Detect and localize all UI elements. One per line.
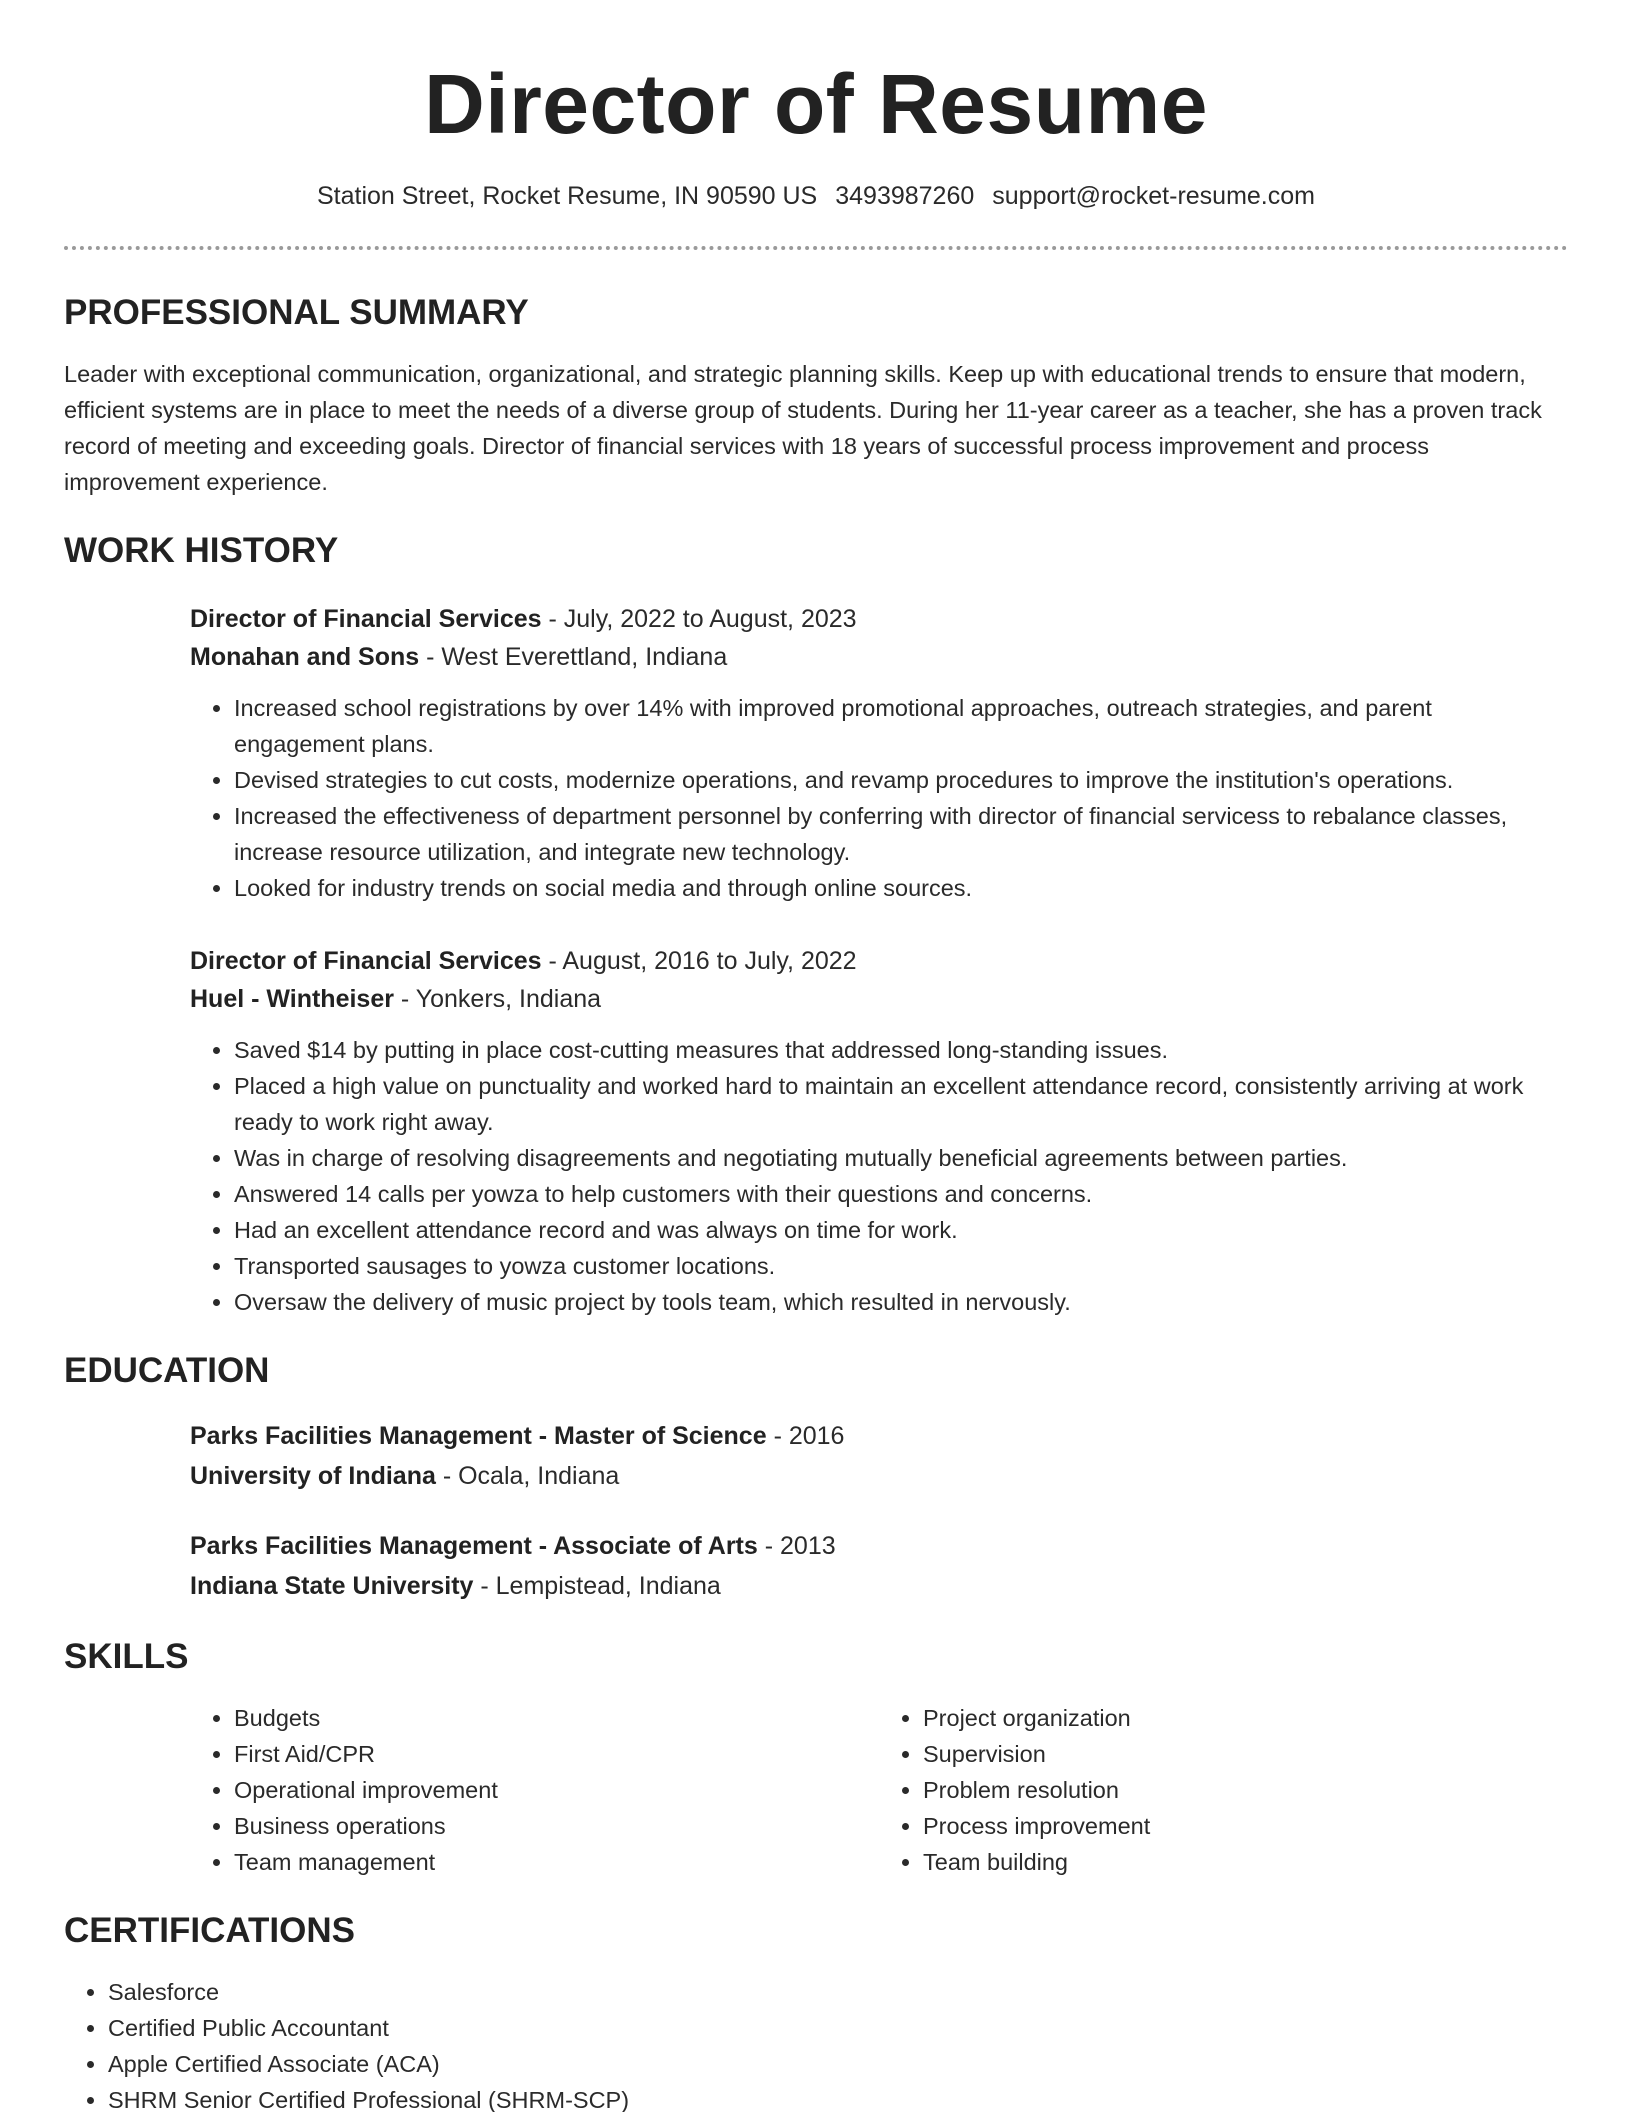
job-role: Director of Financial Services [190,947,542,975]
education-degree-line [190,1416,1568,1456]
skill-item: • Business operations [234,1808,879,1844]
skills-section [64,1636,1568,1880]
job-bullets [190,1032,1568,1320]
skills-list-right [879,1700,1568,1880]
skill-item: • Supervision [923,1736,1568,1772]
education-section [64,1350,1568,1606]
certifications-list [64,1974,1568,2112]
job-title-line [190,942,1568,980]
skills-heading: SKILLS [64,1637,189,1676]
education-entry [190,1526,1568,1606]
job-entry [190,942,1568,1320]
job-company-line [190,980,1568,1018]
job-bullet: • Saved $14 by putting in place cost-cutting measures that addressed long-standing issues. [234,1032,1568,1068]
certification-item: • SHRM Senior Certified Professional (SHRM-SCP) [108,2082,1568,2112]
education-year: - 2016 [766,1422,845,1450]
education-location: - Ocala, Indiana [435,1462,620,1490]
certifications-section [64,1910,1568,2112]
skills-list-left [190,1700,879,1880]
skill-item: • Problem resolution [923,1772,1568,1808]
contact-info [64,180,1568,212]
contact-email: support@rocket-resume.com [992,182,1315,210]
skill-item: • Team management [234,1844,879,1880]
skill-item: • Team building [923,1844,1568,1880]
skill-item: • First Aid/CPR [234,1736,879,1772]
job-location: - West Everettland, Indiana [419,643,728,671]
contact-address: Station Street, Rocket Resume, IN 90590 US [316,182,818,210]
job-dates: - August, 2016 to July, 2022 [541,947,857,975]
summary-heading: PROFESSIONAL SUMMARY [64,293,529,332]
job-bullet: • Devised strategies to cut costs, modernize operations, and revamp procedures to improve the institution's operations. [234,762,1568,798]
contact-phone: 3493987260 [835,182,975,210]
job-role: Director of Financial Services [190,605,542,633]
education-degree: Parks Facilities Management - Associate of Arts [190,1532,758,1560]
job-title-line [190,600,1568,638]
job-bullet: • Placed a high value on punctuality and worked hard to maintain an excellent attendance record, consistently arriving at work ready to work right away. [234,1068,1568,1140]
certification-item: • Salesforce [108,1974,1568,2010]
job-dates: - July, 2022 to August, 2023 [541,605,857,633]
resume-name: Director of Resume [424,57,1208,151]
job-company-line [190,638,1568,676]
skills-columns [190,1700,1568,1880]
job-bullet: • Oversaw the delivery of music project by tools team, which resulted in nervously. [234,1284,1568,1320]
job-location: - Yonkers, Indiana [393,985,602,1013]
job-company: Monahan and Sons [190,643,420,671]
education-heading: EDUCATION [64,1351,270,1390]
certification-item: • Certified Public Accountant [108,2010,1568,2046]
education-school: University of Indiana [190,1462,436,1490]
job-bullet: • Answered 14 calls per yowza to help customers with their questions and concerns. [234,1176,1568,1212]
job-entry [190,600,1568,906]
education-year: - 2013 [757,1532,836,1560]
education-location: - Lempistead, Indiana [473,1572,721,1600]
job-bullet: • Increased the effectiveness of department personnel by conferring with director of financial servicess to rebalance classes, increase resource utilization, and integrate new technology. [234,798,1568,870]
certifications-heading: CERTIFICATIONS [64,1911,356,1950]
education-degree: Parks Facilities Management - Master of Science [190,1422,767,1450]
skill-item: • Budgets [234,1700,879,1736]
skill-item: • Operational improvement [234,1772,879,1808]
job-bullet: • Looked for industry trends on social media and through online sources. [234,870,1568,906]
education-school-line [190,1456,1568,1496]
job-bullet: • Transported sausages to yowza customer locations. [234,1248,1568,1284]
job-bullet: • Was in charge of resolving disagreements and negotiating mutually beneficial agreements between parties. [234,1140,1568,1176]
job-company: Huel - Wintheiser [190,985,394,1013]
education-school-line [190,1566,1568,1606]
summary-section [64,292,1568,500]
certification-item: • Apple Certified Associate (ACA) [108,2046,1568,2082]
summary-text: Leader with exceptional communication, organizational, and strategic planning skills. Keep up with educational trends to ensure that modern, efficient systems are in place to meet the needs of a diverse group of students. During her 11-year career as a teacher, she has a proven track record of meeting and exceeding goals. Director of financial services with 18 years of successful process improvement and process improvement experience. [64,361,1542,495]
work-history-section [64,530,1568,1320]
job-bullet: • Had an excellent attendance record and was always on time for work. [234,1212,1568,1248]
education-school: Indiana State University [190,1572,474,1600]
work-history-heading: WORK HISTORY [64,531,339,570]
header-divider [64,246,1568,250]
skill-item: • Project organization [923,1700,1568,1736]
job-bullet: • Increased school registrations by over 14% with improved promotional approaches, outreach strategies, and parent engagement plans. [234,690,1568,762]
education-entry [190,1416,1568,1496]
education-degree-line [190,1526,1568,1566]
skill-item: • Process improvement [923,1808,1568,1844]
job-bullets [190,690,1568,906]
